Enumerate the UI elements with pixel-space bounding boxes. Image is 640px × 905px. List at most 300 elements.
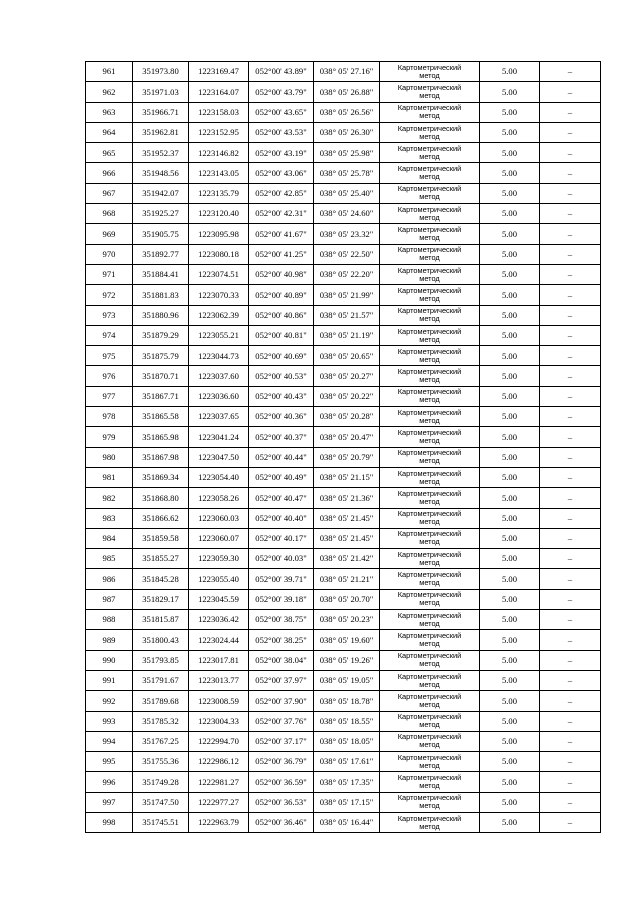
y-coordinate-cell: 1223054.40 (189, 467, 249, 487)
table-row (86, 62, 601, 82)
x-coordinate-cell: 351905.75 (133, 224, 189, 244)
longitude-cell: 038° 05' 23.32" (314, 224, 380, 244)
description-cell: – (540, 386, 601, 406)
method-label-line2: метод (419, 476, 440, 486)
accuracy-cell: 5.00 (480, 122, 540, 142)
y-coordinate-cell: 1223062.39 (189, 305, 249, 325)
description-cell: – (540, 467, 601, 487)
latitude-cell: 052°00' 40.03" (249, 549, 314, 569)
point-number-cell: 963 (86, 102, 133, 122)
longitude-cell: 038° 05' 27.16" (314, 62, 380, 82)
point-number-cell: 970 (86, 244, 133, 264)
table-row (86, 549, 601, 569)
method-label-line2: метод (419, 314, 440, 324)
method-cell (380, 549, 480, 569)
latitude-cell: 052°00' 43.19" (249, 143, 314, 163)
description-cell: – (540, 549, 601, 569)
longitude-cell: 038° 05' 17.61" (314, 752, 380, 772)
point-number-cell: 964 (86, 122, 133, 142)
method-cell (380, 711, 480, 731)
description-cell: – (540, 102, 601, 122)
method-cell (380, 610, 480, 630)
description-cell: – (540, 244, 601, 264)
y-coordinate-cell: 1223024.44 (189, 630, 249, 650)
x-coordinate-cell: 351859.58 (133, 528, 189, 548)
longitude-cell: 038° 05' 26.56" (314, 102, 380, 122)
point-number-cell: 974 (86, 325, 133, 345)
longitude-cell: 038° 05' 22.50" (314, 244, 380, 264)
method-label-line1: Картометрический (397, 468, 462, 478)
method-cell (380, 224, 480, 244)
method-cell (380, 163, 480, 183)
description-cell: – (540, 285, 601, 305)
latitude-cell: 052°00' 40.17" (249, 528, 314, 548)
longitude-cell: 038° 05' 18.78" (314, 691, 380, 711)
table-row (86, 427, 601, 447)
point-number-cell: 996 (86, 772, 133, 792)
accuracy-cell: 5.00 (480, 711, 540, 731)
y-coordinate-cell: 1223169.47 (189, 62, 249, 82)
point-number-cell: 994 (86, 731, 133, 751)
table-row (86, 285, 601, 305)
table-row (86, 528, 601, 548)
method-label-line1: Картометрический (397, 326, 462, 336)
accuracy-cell: 5.00 (480, 285, 540, 305)
point-number-cell: 968 (86, 204, 133, 224)
longitude-cell: 038° 05' 17.35" (314, 772, 380, 792)
description-cell: – (540, 325, 601, 345)
longitude-cell: 038° 05' 21.57" (314, 305, 380, 325)
latitude-cell: 052°00' 40.86" (249, 305, 314, 325)
method-label-line1: Картометрический (397, 82, 462, 92)
method-label-line2: метод (419, 395, 440, 405)
method-cell (380, 772, 480, 792)
method-cell (380, 731, 480, 751)
latitude-cell: 052°00' 41.67" (249, 224, 314, 244)
point-number-cell: 976 (86, 366, 133, 386)
latitude-cell: 052°00' 36.59" (249, 772, 314, 792)
accuracy-cell: 5.00 (480, 244, 540, 264)
latitude-cell: 052°00' 36.46" (249, 812, 314, 832)
method-cell (380, 264, 480, 284)
y-coordinate-cell: 1223074.51 (189, 264, 249, 284)
method-label-line2: метод (419, 70, 440, 80)
method-label-line2: метод (419, 659, 440, 669)
method-label-line1: Картометрический (397, 387, 462, 397)
method-label-line2: метод (419, 90, 440, 100)
latitude-cell: 052°00' 43.53" (249, 122, 314, 142)
description-cell: – (540, 772, 601, 792)
method-label-line1: Картометрический (397, 245, 462, 255)
latitude-cell: 052°00' 36.53" (249, 792, 314, 812)
method-label-line2: метод (419, 720, 440, 730)
method-label-line2: метод (419, 253, 440, 263)
table-row (86, 467, 601, 487)
description-cell: – (540, 569, 601, 589)
description-cell: – (540, 264, 601, 284)
x-coordinate-cell: 351755.36 (133, 752, 189, 772)
method-cell (380, 305, 480, 325)
y-coordinate-cell: 1223017.81 (189, 650, 249, 670)
accuracy-cell: 5.00 (480, 610, 540, 630)
method-label-line1: Картометрический (397, 346, 462, 356)
table-row (86, 792, 601, 812)
accuracy-cell: 5.00 (480, 731, 540, 751)
point-number-cell: 980 (86, 447, 133, 467)
accuracy-cell: 5.00 (480, 305, 540, 325)
description-cell: – (540, 488, 601, 508)
latitude-cell: 052°00' 39.71" (249, 569, 314, 589)
accuracy-cell: 5.00 (480, 650, 540, 670)
method-label-line1: Картометрический (397, 793, 462, 803)
point-number-cell: 966 (86, 163, 133, 183)
method-label-line1: Картометрический (397, 529, 462, 539)
longitude-cell: 038° 05' 21.99" (314, 285, 380, 305)
x-coordinate-cell: 351892.77 (133, 244, 189, 264)
method-cell (380, 183, 480, 203)
method-label-line1: Картометрический (397, 732, 462, 742)
method-label-line1: Картометрический (397, 123, 462, 133)
method-label-line2: метод (419, 151, 440, 161)
table-row (86, 305, 601, 325)
longitude-cell: 038° 05' 21.36" (314, 488, 380, 508)
description-cell: – (540, 163, 601, 183)
method-label-line2: метод (419, 334, 440, 344)
method-label-line2: метод (419, 233, 440, 243)
x-coordinate-cell: 351845.28 (133, 569, 189, 589)
point-number-cell: 987 (86, 589, 133, 609)
method-label-line1: Картометрический (397, 306, 462, 316)
method-label-line1: Картометрический (397, 225, 462, 235)
method-cell (380, 467, 480, 487)
x-coordinate-cell: 351867.98 (133, 447, 189, 467)
description-cell: – (540, 528, 601, 548)
method-label-line1: Картометрический (397, 164, 462, 174)
point-number-cell: 975 (86, 346, 133, 366)
latitude-cell: 052°00' 39.18" (249, 589, 314, 609)
x-coordinate-cell: 351747.50 (133, 792, 189, 812)
latitude-cell: 052°00' 38.75" (249, 610, 314, 630)
method-label-line1: Картометрический (397, 590, 462, 600)
table-row (86, 630, 601, 650)
table-row (86, 122, 601, 142)
point-number-cell: 973 (86, 305, 133, 325)
method-label-line2: метод (419, 537, 440, 547)
x-coordinate-cell: 351952.37 (133, 143, 189, 163)
point-number-cell: 972 (86, 285, 133, 305)
latitude-cell: 052°00' 43.79" (249, 82, 314, 102)
table-row (86, 264, 601, 284)
x-coordinate-cell: 351868.80 (133, 488, 189, 508)
x-coordinate-cell: 351948.56 (133, 163, 189, 183)
x-coordinate-cell: 351866.62 (133, 508, 189, 528)
latitude-cell: 052°00' 38.04" (249, 650, 314, 670)
description-cell: – (540, 122, 601, 142)
accuracy-cell: 5.00 (480, 346, 540, 366)
table-row (86, 812, 601, 832)
y-coordinate-cell: 1223037.65 (189, 407, 249, 427)
description-cell: – (540, 62, 601, 82)
method-label-line1: Картометрический (397, 488, 462, 498)
y-coordinate-cell: 1223152.95 (189, 122, 249, 142)
longitude-cell: 038° 05' 20.70" (314, 589, 380, 609)
accuracy-cell: 5.00 (480, 82, 540, 102)
method-label-line2: метод (419, 415, 440, 425)
method-label-line1: Картометрический (397, 773, 462, 783)
table-row (86, 731, 601, 751)
latitude-cell: 052°00' 43.65" (249, 102, 314, 122)
method-label-line1: Картометрический (397, 813, 462, 823)
y-coordinate-cell: 1223120.40 (189, 204, 249, 224)
latitude-cell: 052°00' 40.98" (249, 264, 314, 284)
method-label-line1: Картометрический (397, 265, 462, 275)
latitude-cell: 052°00' 40.36" (249, 407, 314, 427)
method-label-line1: Картометрический (397, 448, 462, 458)
longitude-cell: 038° 05' 19.26" (314, 650, 380, 670)
x-coordinate-cell: 351884.41 (133, 264, 189, 284)
y-coordinate-cell: 1223008.59 (189, 691, 249, 711)
method-cell (380, 812, 480, 832)
longitude-cell: 038° 05' 20.27" (314, 366, 380, 386)
latitude-cell: 052°00' 38.25" (249, 630, 314, 650)
table-row (86, 366, 601, 386)
x-coordinate-cell: 351869.34 (133, 467, 189, 487)
method-label-line2: метод (419, 456, 440, 466)
longitude-cell: 038° 05' 21.45" (314, 528, 380, 548)
latitude-cell: 052°00' 40.81" (249, 325, 314, 345)
method-cell (380, 569, 480, 589)
table-row (86, 204, 601, 224)
y-coordinate-cell: 1223059.30 (189, 549, 249, 569)
point-number-cell: 984 (86, 528, 133, 548)
method-cell (380, 82, 480, 102)
description-cell: – (540, 752, 601, 772)
description-cell: – (540, 711, 601, 731)
x-coordinate-cell: 351749.28 (133, 772, 189, 792)
longitude-cell: 038° 05' 26.30" (314, 122, 380, 142)
method-label-line1: Картометрический (397, 427, 462, 437)
longitude-cell: 038° 05' 21.21" (314, 569, 380, 589)
y-coordinate-cell: 1222981.27 (189, 772, 249, 792)
method-cell (380, 244, 480, 264)
method-cell (380, 488, 480, 508)
method-label-line1: Картометрический (397, 671, 462, 681)
method-label-line2: метод (419, 375, 440, 385)
method-cell (380, 752, 480, 772)
x-coordinate-cell: 351942.07 (133, 183, 189, 203)
method-label-line2: метод (419, 131, 440, 141)
table-row (86, 711, 601, 731)
table-row (86, 102, 601, 122)
method-cell (380, 285, 480, 305)
method-label-line1: Картометрический (397, 651, 462, 661)
method-cell (380, 589, 480, 609)
accuracy-cell: 5.00 (480, 812, 540, 832)
method-label-line2: метод (419, 578, 440, 588)
method-label-line2: метод (419, 111, 440, 121)
table-row (86, 143, 601, 163)
table-row (86, 346, 601, 366)
method-label-line2: метод (419, 801, 440, 811)
method-cell (380, 346, 480, 366)
table-row (86, 244, 601, 264)
method-cell (380, 122, 480, 142)
description-cell: – (540, 731, 601, 751)
latitude-cell: 052°00' 43.06" (249, 163, 314, 183)
x-coordinate-cell: 351789.68 (133, 691, 189, 711)
table-row (86, 447, 601, 467)
longitude-cell: 038° 05' 21.45" (314, 508, 380, 528)
x-coordinate-cell: 351785.32 (133, 711, 189, 731)
method-label-line1: Картометрический (397, 407, 462, 417)
method-cell (380, 62, 480, 82)
x-coordinate-cell: 351793.85 (133, 650, 189, 670)
accuracy-cell: 5.00 (480, 62, 540, 82)
latitude-cell: 052°00' 37.90" (249, 691, 314, 711)
method-label-line2: метод (419, 557, 440, 567)
point-number-cell: 982 (86, 488, 133, 508)
longitude-cell: 038° 05' 20.79" (314, 447, 380, 467)
accuracy-cell: 5.00 (480, 569, 540, 589)
accuracy-cell: 5.00 (480, 772, 540, 792)
accuracy-cell: 5.00 (480, 143, 540, 163)
point-number-cell: 988 (86, 610, 133, 630)
description-cell: – (540, 224, 601, 244)
method-cell (380, 650, 480, 670)
latitude-cell: 052°00' 42.85" (249, 183, 314, 203)
point-number-cell: 965 (86, 143, 133, 163)
table-row (86, 386, 601, 406)
accuracy-cell: 5.00 (480, 427, 540, 447)
y-coordinate-cell: 1223004.33 (189, 711, 249, 731)
point-number-cell: 977 (86, 386, 133, 406)
method-label-line2: метод (419, 293, 440, 303)
y-coordinate-cell: 1222986.12 (189, 752, 249, 772)
point-number-cell: 985 (86, 549, 133, 569)
table-row (86, 325, 601, 345)
accuracy-cell: 5.00 (480, 407, 540, 427)
x-coordinate-cell: 351791.67 (133, 670, 189, 690)
accuracy-cell: 5.00 (480, 325, 540, 345)
x-coordinate-cell: 351881.83 (133, 285, 189, 305)
accuracy-cell: 5.00 (480, 670, 540, 690)
x-coordinate-cell: 351865.58 (133, 407, 189, 427)
table-row (86, 650, 601, 670)
table-row (86, 670, 601, 690)
y-coordinate-cell: 1223146.82 (189, 143, 249, 163)
x-coordinate-cell: 351829.17 (133, 589, 189, 609)
point-number-cell: 967 (86, 183, 133, 203)
x-coordinate-cell: 351855.27 (133, 549, 189, 569)
method-label-line2: метод (419, 598, 440, 608)
y-coordinate-cell: 1223164.07 (189, 82, 249, 102)
accuracy-cell: 5.00 (480, 691, 540, 711)
method-label-line1: Картометрический (397, 610, 462, 620)
x-coordinate-cell: 351879.29 (133, 325, 189, 345)
method-label-line1: Картометрический (397, 691, 462, 701)
point-number-cell: 993 (86, 711, 133, 731)
longitude-cell: 038° 05' 17.15" (314, 792, 380, 812)
method-label-line1: Картометрический (397, 367, 462, 377)
y-coordinate-cell: 1223058.26 (189, 488, 249, 508)
method-label-line2: метод (419, 212, 440, 222)
accuracy-cell: 5.00 (480, 163, 540, 183)
point-number-cell: 995 (86, 752, 133, 772)
latitude-cell: 052°00' 40.43" (249, 386, 314, 406)
x-coordinate-cell: 351815.87 (133, 610, 189, 630)
y-coordinate-cell: 1223041.24 (189, 427, 249, 447)
latitude-cell: 052°00' 36.79" (249, 752, 314, 772)
y-coordinate-cell: 1222977.27 (189, 792, 249, 812)
x-coordinate-cell: 351962.81 (133, 122, 189, 142)
latitude-cell: 052°00' 40.69" (249, 346, 314, 366)
point-number-cell: 981 (86, 467, 133, 487)
accuracy-cell: 5.00 (480, 366, 540, 386)
longitude-cell: 038° 05' 25.40" (314, 183, 380, 203)
description-cell: – (540, 447, 601, 467)
x-coordinate-cell: 351865.98 (133, 427, 189, 447)
y-coordinate-cell: 1223158.03 (189, 102, 249, 122)
accuracy-cell: 5.00 (480, 792, 540, 812)
longitude-cell: 038° 05' 16.44" (314, 812, 380, 832)
description-cell: – (540, 366, 601, 386)
description-cell: – (540, 143, 601, 163)
method-cell (380, 528, 480, 548)
longitude-cell: 038° 05' 24.60" (314, 204, 380, 224)
method-label-line2: метод (419, 192, 440, 202)
y-coordinate-cell: 1223045.59 (189, 589, 249, 609)
accuracy-cell: 5.00 (480, 183, 540, 203)
method-label-line2: метод (419, 679, 440, 689)
point-number-cell: 991 (86, 670, 133, 690)
description-cell: – (540, 792, 601, 812)
longitude-cell: 038° 05' 18.55" (314, 711, 380, 731)
accuracy-cell: 5.00 (480, 224, 540, 244)
x-coordinate-cell: 351870.71 (133, 366, 189, 386)
longitude-cell: 038° 05' 20.28" (314, 407, 380, 427)
y-coordinate-cell: 1223036.42 (189, 610, 249, 630)
description-cell: – (540, 407, 601, 427)
point-number-cell: 962 (86, 82, 133, 102)
latitude-cell: 052°00' 40.44" (249, 447, 314, 467)
method-cell (380, 427, 480, 447)
method-label-line1: Картометрический (397, 143, 462, 153)
y-coordinate-cell: 1222994.70 (189, 731, 249, 751)
method-label-line2: метод (419, 638, 440, 648)
table-row (86, 224, 601, 244)
x-coordinate-cell: 351880.96 (133, 305, 189, 325)
method-label-line1: Картометрический (397, 103, 462, 113)
method-label-line2: метод (419, 496, 440, 506)
table-row (86, 183, 601, 203)
accuracy-cell: 5.00 (480, 204, 540, 224)
method-label-line2: метод (419, 821, 440, 831)
y-coordinate-cell: 1223047.50 (189, 447, 249, 467)
latitude-cell: 052°00' 43.89" (249, 62, 314, 82)
table-row (86, 772, 601, 792)
y-coordinate-cell: 1223080.18 (189, 244, 249, 264)
table-row (86, 163, 601, 183)
table-row (86, 610, 601, 630)
y-coordinate-cell: 1223135.79 (189, 183, 249, 203)
method-cell (380, 508, 480, 528)
latitude-cell: 052°00' 42.31" (249, 204, 314, 224)
method-label-line1: Картометрический (397, 204, 462, 214)
method-cell (380, 204, 480, 224)
method-cell (380, 670, 480, 690)
point-number-cell: 990 (86, 650, 133, 670)
longitude-cell: 038° 05' 20.65" (314, 346, 380, 366)
